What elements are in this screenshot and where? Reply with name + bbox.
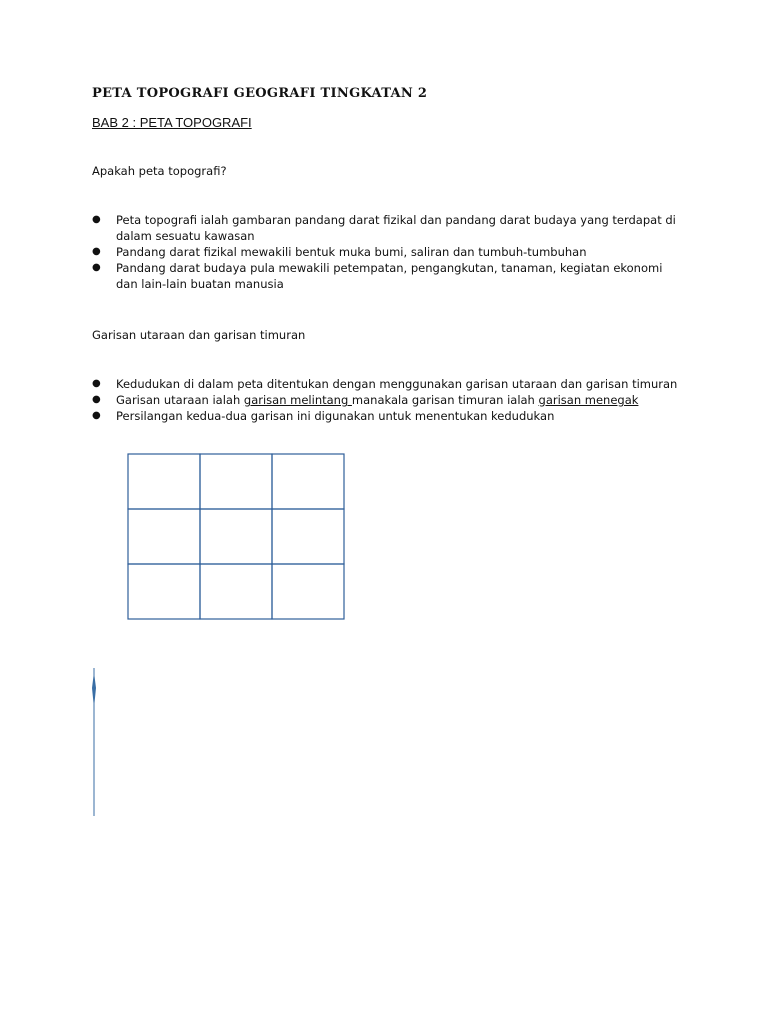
grid-cell	[128, 509, 200, 564]
bullet-icon: ●	[92, 378, 101, 389]
list-item-text: Peta topografi ialah gambaran pandang darat fizikal dan pandang darat budaya yang terdapat di	[116, 213, 676, 227]
list-item	[92, 392, 692, 408]
section-heading-grid-lines: Garisan utaraan dan garisan timuran	[92, 328, 306, 342]
grid-cell	[272, 564, 344, 619]
grid-cell	[128, 454, 200, 509]
list-item-text: dalam sesuatu kawasan	[116, 229, 255, 243]
bullet-icon: ●	[92, 262, 101, 273]
grid-cell	[272, 509, 344, 564]
grid-diagram	[127, 453, 347, 621]
list-item	[92, 212, 692, 244]
grid-cell	[200, 564, 272, 619]
section-heading-topographic-map: Apakah peta topografi?	[92, 164, 227, 178]
bullet-icon: ●	[92, 246, 101, 257]
chapter-heading: BAB 2 : PETA TOPOGRAFI	[92, 115, 252, 130]
list-item	[92, 260, 692, 292]
list-item-text: Pandang darat fizikal mewakili bentuk muka bumi, saliran dan tumbuh-tumbuhan	[116, 245, 587, 259]
list-item-text: Kedudukan di dalam peta ditentukan dengan menggunakan garisan utaraan dan garisan timuran	[116, 377, 678, 391]
list-item-text: Garisan utaraan ialah	[116, 393, 244, 407]
list-item	[92, 376, 692, 392]
list-item	[92, 244, 692, 260]
grid-cell	[200, 454, 272, 509]
underlined-term-horizontal: garisan melintang	[243, 393, 352, 407]
bullet-icon: ●	[92, 394, 101, 405]
list-item-text: dan lain-lain buatan manusia	[116, 277, 284, 291]
list-item-text: Pandang darat budaya pula mewakili petempatan, pengangkutan, tanaman, kegiatan ekonomi	[116, 261, 663, 275]
list-item	[92, 408, 692, 424]
underlined-term-vertical: garisan menegak	[538, 393, 639, 407]
grid-cell	[272, 454, 344, 509]
list-item-text: Persilangan kedua-dua garisan ini digunakan untuk menentukan kedudukan	[116, 409, 555, 423]
vertical-line-mark	[90, 668, 98, 818]
line-taper-mark	[92, 672, 96, 708]
bullet-list-grid-lines	[92, 376, 692, 424]
grid-cell	[128, 564, 200, 619]
document-title: PETA TOPOGRAFI GEOGRAFI TINGKATAN 2	[92, 86, 428, 101]
bullet-list-definition	[92, 212, 692, 292]
grid-cell	[200, 509, 272, 564]
bullet-icon: ●	[92, 410, 101, 421]
bullet-icon: ●	[92, 214, 101, 225]
list-item-text: manakala garisan timuran ialah	[351, 393, 539, 407]
